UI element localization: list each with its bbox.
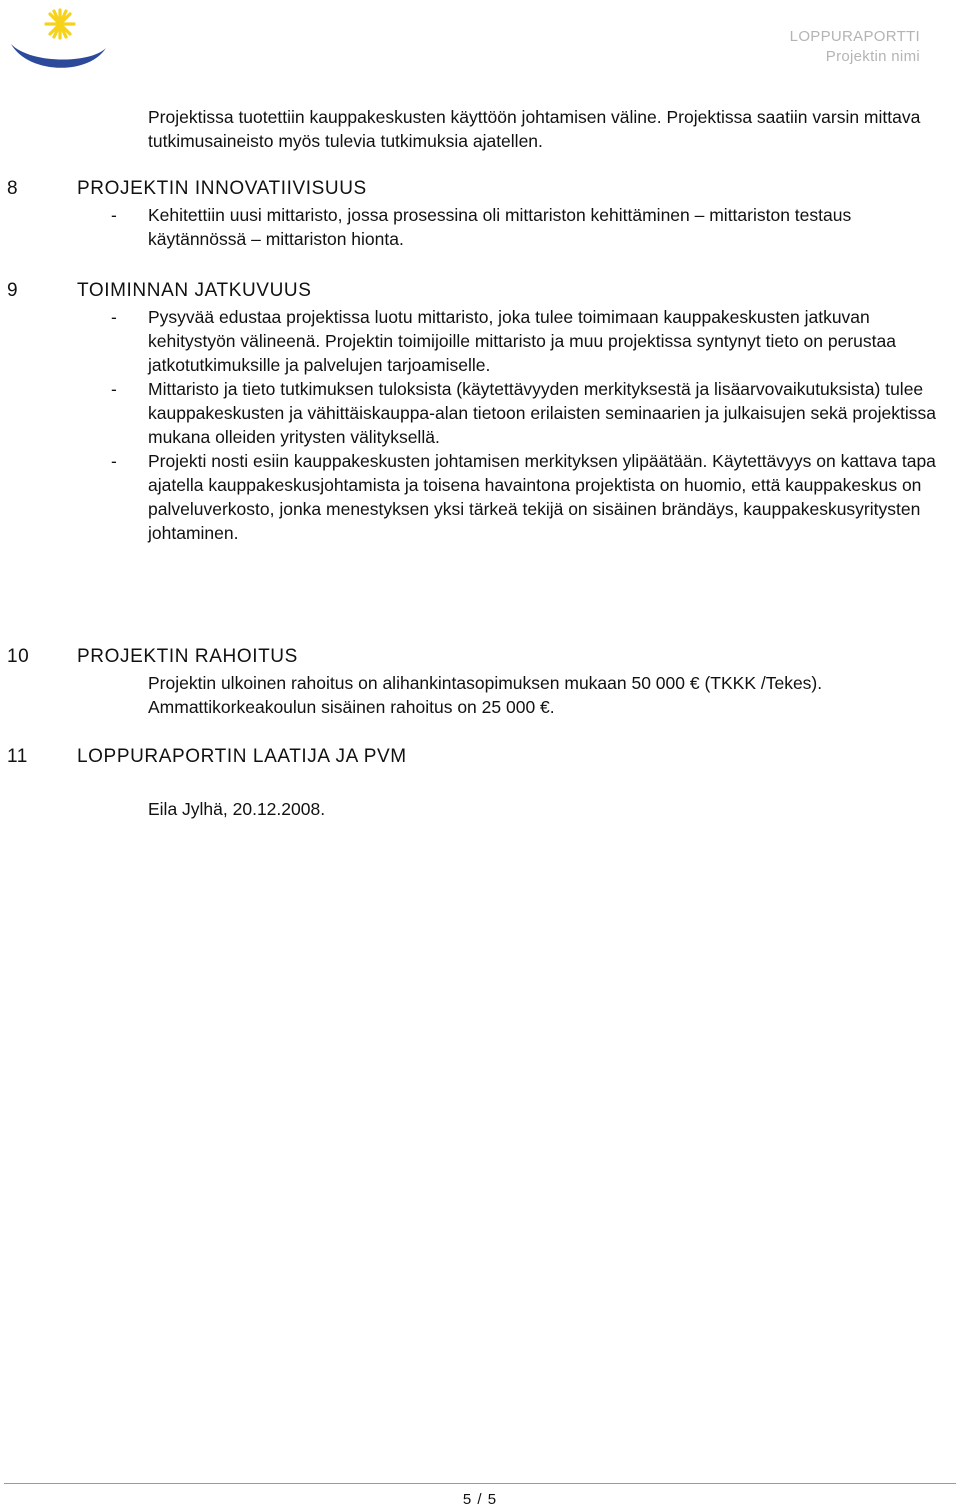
section-number: 11	[7, 746, 28, 767]
section-title: PROJEKTIN RAHOITUS	[77, 646, 298, 667]
bullet-text: Projekti nosti esiin kauppakeskusten johtamisen merkityksen ylipäätään. Käytettävyys on kattava tapa ajatella kauppakeskusjohtamista ja toisena havaintona projektista on huomio, että kauppakeskus on palveluverkosto, jonka menestyksen yksi tärkeä tekijä on sisäinen brändäys, kauppakeskusyritysten johtaminen.	[148, 451, 936, 543]
section-continuity	[7, 279, 952, 545]
bullet-item	[7, 377, 952, 449]
page-number: 5 / 5	[462, 1491, 498, 1508]
footer-divider	[4, 1483, 956, 1484]
section-author-date	[7, 745, 952, 821]
section-heading	[7, 279, 952, 305]
arc-shape	[11, 44, 106, 68]
section-heading	[7, 177, 952, 203]
intro-paragraph: Projektissa tuotettiin kauppakeskusten käyttöön johtamisen väline. Projektissa saatiin varsin mittava tutkimusaineisto myös tulevia tutkimuksia ajatellen.	[148, 107, 921, 151]
bullet-item	[7, 305, 952, 377]
section-number: 10	[7, 646, 30, 667]
bullet-text: Pysyvää edustaa projektissa luotu mittaristo, joka tulee toimimaan kauppakeskusten jatkuvan kehitystyön välineenä. Projektin toimijoille mittaristo ja muu projektissa syntynyt tieto on perustaa jatkotutkimuksille ja palvelujen tarjoamiselle.	[148, 307, 896, 375]
section-innovativeness	[7, 177, 952, 251]
section-title: TOIMINNAN JATKUVUUS	[77, 280, 312, 301]
section-number: 8	[7, 178, 19, 199]
bullet-text: Kehitettiin uusi mittaristo, jossa prosessina oli mittariston kehittäminen – mittariston testaus käytännössä – mittariston hionta.	[148, 205, 852, 249]
page-header	[790, 27, 920, 67]
bullet-dash: -	[111, 379, 117, 399]
bullet-dash: -	[111, 451, 117, 471]
report-label: LOPPURAPORTTI	[789, 28, 920, 45]
bullet-dash: -	[111, 307, 117, 327]
bullet-item	[7, 203, 952, 251]
bullet-item	[7, 449, 952, 545]
section-title: LOPPURAPORTIN LAATIJA JA PVM	[77, 746, 407, 767]
section-text: Projektin ulkoinen rahoitus on alihankintasopimuksen mukaan 50 000 € (TKKK /Tekes). Ammattikorkeakoulun sisäinen rahoitus on 25 000 €.	[148, 673, 823, 717]
bullet-dash: -	[111, 205, 117, 225]
section-funding	[7, 645, 952, 719]
bullet-text: Mittaristo ja tieto tutkimuksen tuloksista (käytettävyyden merkityksestä ja lisäarvovaikutuksista) tulee kauppakeskusten ja vähittäiskauppa-alan tietoon erilaisten seminaarien ja julkaisujen sekä projektissa mukana olleiden yritysten välityksellä.	[148, 379, 936, 447]
author-signature: Eila Jylhä, 20.12.2008.	[148, 799, 326, 819]
section-number: 9	[7, 280, 19, 301]
organization-logo	[8, 4, 108, 72]
section-title: PROJEKTIN INNOVATIIVISUUS	[77, 178, 367, 199]
section-heading	[7, 745, 952, 771]
project-label: Projektin nimi	[825, 48, 920, 65]
section-heading	[7, 645, 952, 671]
